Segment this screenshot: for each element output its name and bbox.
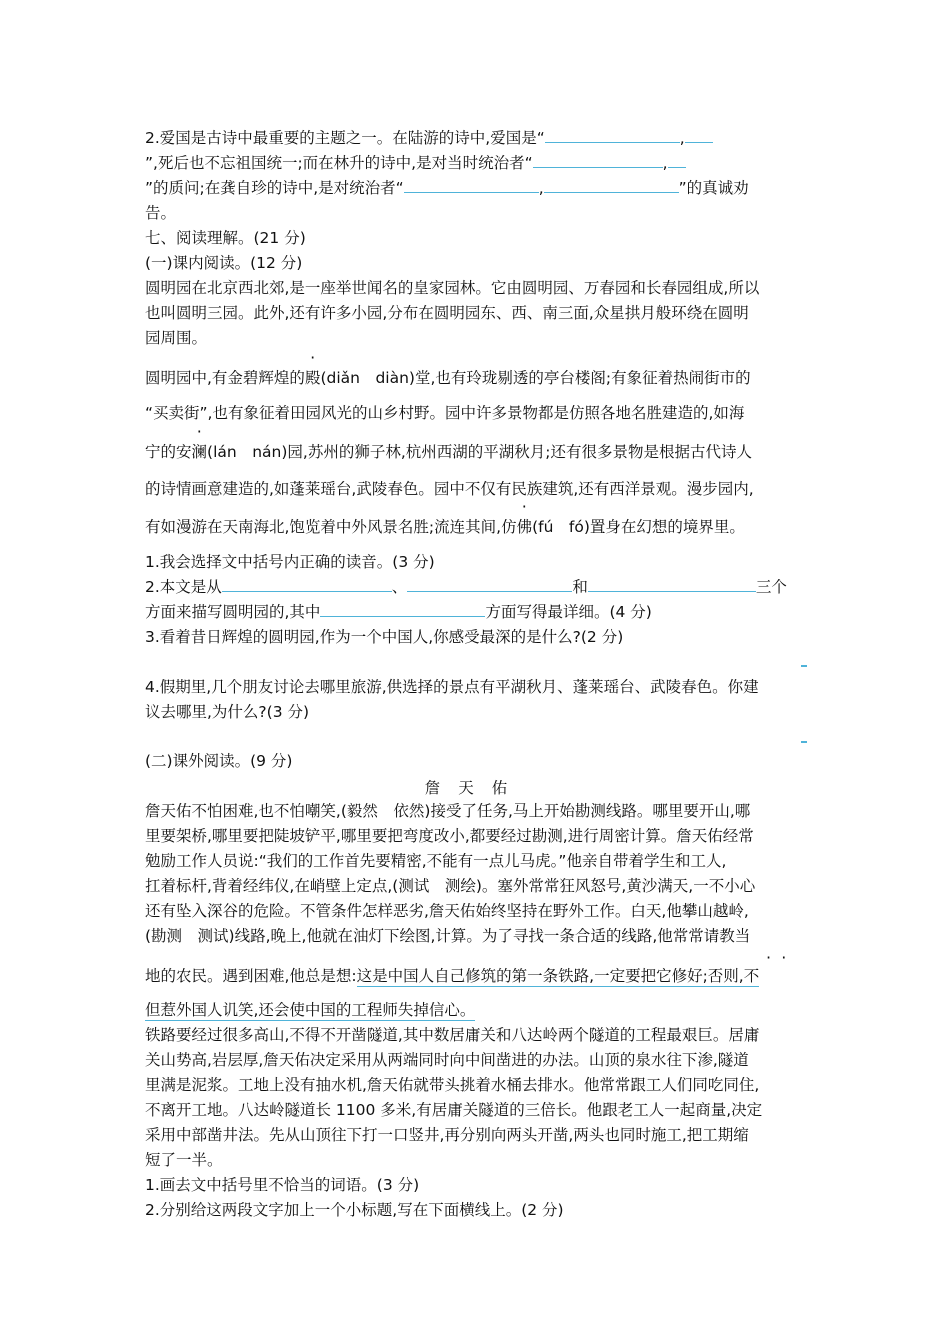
underlined-sentence: 但惹外国人讥笑,还会使中国的工程师失掉信心。 xyxy=(145,1001,476,1019)
emphasis-dots: · · xyxy=(766,948,787,967)
story-para2-line: 里满是泥浆。工地上没有抽水机,詹天佑就带头挑着水桶去排水。他常常跟工人们同吃同住, xyxy=(145,1076,760,1094)
question-1: 1.我会选择文中括号内正确的读音。(3 分) xyxy=(145,553,435,571)
answer-blank[interactable] xyxy=(533,153,663,168)
passage1-para2-line: 圆明园中,有金碧辉煌的殿(diǎn diàn)堂,也有玲珑剔透的亭台楼阁;有象征着热闹街市的 xyxy=(145,369,751,387)
story-para1-line xyxy=(145,1000,475,1020)
passage1-para2-line: 有如漫游在天南海北,饱览着中外风景名胜;流连其间,仿佛(fú fó)置身在幻想的境界里。 xyxy=(145,518,745,536)
passage1-para2-line: 宁的安澜(lán nán)园,苏州的狮子林,杭州西湖的平湖秋月;还有很多景物是根据古代诗人 xyxy=(145,443,752,461)
answer-line-mark xyxy=(801,665,807,667)
answer-blank[interactable] xyxy=(404,178,539,193)
story-para1-line: 詹天佑不怕困难,也不怕嘲笑,(毅然 依然)接受了任务,马上开始勘测线路。哪里要开山,哪 xyxy=(145,802,751,820)
underlined-sentence: 这是中国人自己修筑的第一条铁路,一定要把它修好;否则,不 xyxy=(356,967,760,985)
poem-question-line-4: 告。 xyxy=(145,204,177,222)
passage1-para1-line: 也叫圆明三园。此外,还有许多小园,分布在圆明园东、西、南三面,众星拱月般环绕在圆明 xyxy=(145,304,749,322)
story-para2-line: 不离开工地。八达岭隧道长 1100 多米,有居庸关隧道的三倍长。他跟老工人一起商量,决定 xyxy=(145,1101,763,1119)
answer-blank[interactable] xyxy=(407,577,572,592)
story-para1-line: 里要架桥,哪里要把陡坡铲平,哪里要把弯度改小,都要经过勘测,进行周密计算。詹天佑经常 xyxy=(145,827,754,845)
question-2-line-2: 方面来描写圆明园的,其中 方面写得最详细。(4 分) xyxy=(145,603,652,621)
poem-question-line-1: 2.爱国是古诗中最重要的主题之一。在陆游的诗中,爱国是“ , xyxy=(145,128,713,148)
story-para2-line: 短了一半。 xyxy=(145,1151,223,1169)
answer-blank[interactable] xyxy=(320,602,485,617)
answer-blank[interactable] xyxy=(668,153,686,168)
emphasis-dot-char: 澜 xyxy=(191,443,208,461)
story-para2-line: 铁路要经过很多高山,不得不开凿隧道,其中数居庸关和八达岭两个隧道的工程最艰巨。居庸 xyxy=(145,1026,760,1044)
story-title: 詹天佑 xyxy=(424,779,526,797)
section-heading: 七、阅读理解。(21 分) xyxy=(145,229,306,247)
question-4-line-1: 4.假期里,几个朋友讨论去哪里旅游,供选择的景点有平湖秋月、蓬莱瑶台、武陵春色。你建 xyxy=(145,678,759,696)
passage1-para2-line: 的诗情画意建造的,如蓬莱瑶台,武陵春色。园中不仅有民族建筑,还有西洋景观。漫步园内, xyxy=(145,480,754,498)
question-3: 3.看着昔日辉煌的圆明园,作为一个中国人,你感受最深的是什么?(2 分) xyxy=(145,628,624,646)
story-para1-line: 还有坠入深谷的危险。不管条件怎样恶劣,詹天佑始终坚持在野外工作。白天,他攀山越岭, xyxy=(145,902,749,920)
answer-blank[interactable] xyxy=(222,577,392,592)
answer-blank[interactable] xyxy=(588,577,756,592)
story-para1-line: 地的农民。遇到困难,他总是想:这是中国人自己修筑的第一条铁路,一定要把它修好;否则,不 xyxy=(145,967,760,985)
passage1-para1-line: 圆明园在北京西北郊,是一座举世闻名的皇家园林。它由圆明园、万春园和长春园组成,所以 xyxy=(145,279,760,297)
poem-question-line-3: ”的质问;在龚自珍的诗中,是对统治者“ , ”的真诚劝 xyxy=(145,179,749,197)
emphasis-dot-char: 佛 xyxy=(516,518,533,536)
poem-question-line-2: ”,死后也不忘祖国统一;而在林升的诗中,是对当时统治者“ , xyxy=(145,153,686,173)
answer-blank[interactable] xyxy=(544,178,679,193)
answer-line-mark xyxy=(801,741,807,743)
story-para2-line: 关山势高,岩层厚,詹天佑决定采用从两端同时向中间凿进的办法。山顶的泉水往下渗,隧道 xyxy=(145,1051,749,1069)
answer-blank[interactable] xyxy=(545,128,680,143)
part2-heading: (二)课外阅读。(9 分) xyxy=(145,752,293,770)
emphasis-dot-char: 殿 xyxy=(304,369,321,387)
question-2-line-1: 2.本文是从 、 和 三个 xyxy=(145,578,787,596)
part2-question-2: 2.分别给这两段文字加上一个小标题,写在下面横线上。(2 分) xyxy=(145,1201,564,1219)
story-para2-line: 采用中部凿井法。先从山顶往下打一口竖井,再分别向两头开凿,两头也同时施工,把工期缩 xyxy=(145,1126,749,1144)
story-para1-line: (勘测 测试)线路,晚上,他就在油灯下绘图,计算。为了寻找一条合适的线路,他常常请教当 xyxy=(145,927,751,945)
passage1-para1-line: 园周围。 xyxy=(145,329,208,347)
answer-blank[interactable] xyxy=(685,128,713,143)
story-para1-line: 扛着标杆,背着经纬仪,在峭壁上定点,(测试 测绘)。塞外常常狂风怒号,黄沙满天,一不小心 xyxy=(145,877,756,895)
story-para1-line: 勉励工作人员说:“我们的工作首先要精密,不能有一点儿马虎。”他亲自带着学生和工人, xyxy=(145,852,727,870)
question-4-line-2: 议去哪里,为什么?(3 分) xyxy=(145,703,310,721)
part1-heading: (一)课内阅读。(12 分) xyxy=(145,254,303,272)
passage1-para2-line: “买卖街”,也有象征着田园风光的山乡村野。园中许多景物都是仿照各地名胜建造的,如海 xyxy=(145,404,745,422)
part2-question-1: 1.画去文中括号里不恰当的词语。(3 分) xyxy=(145,1176,420,1194)
